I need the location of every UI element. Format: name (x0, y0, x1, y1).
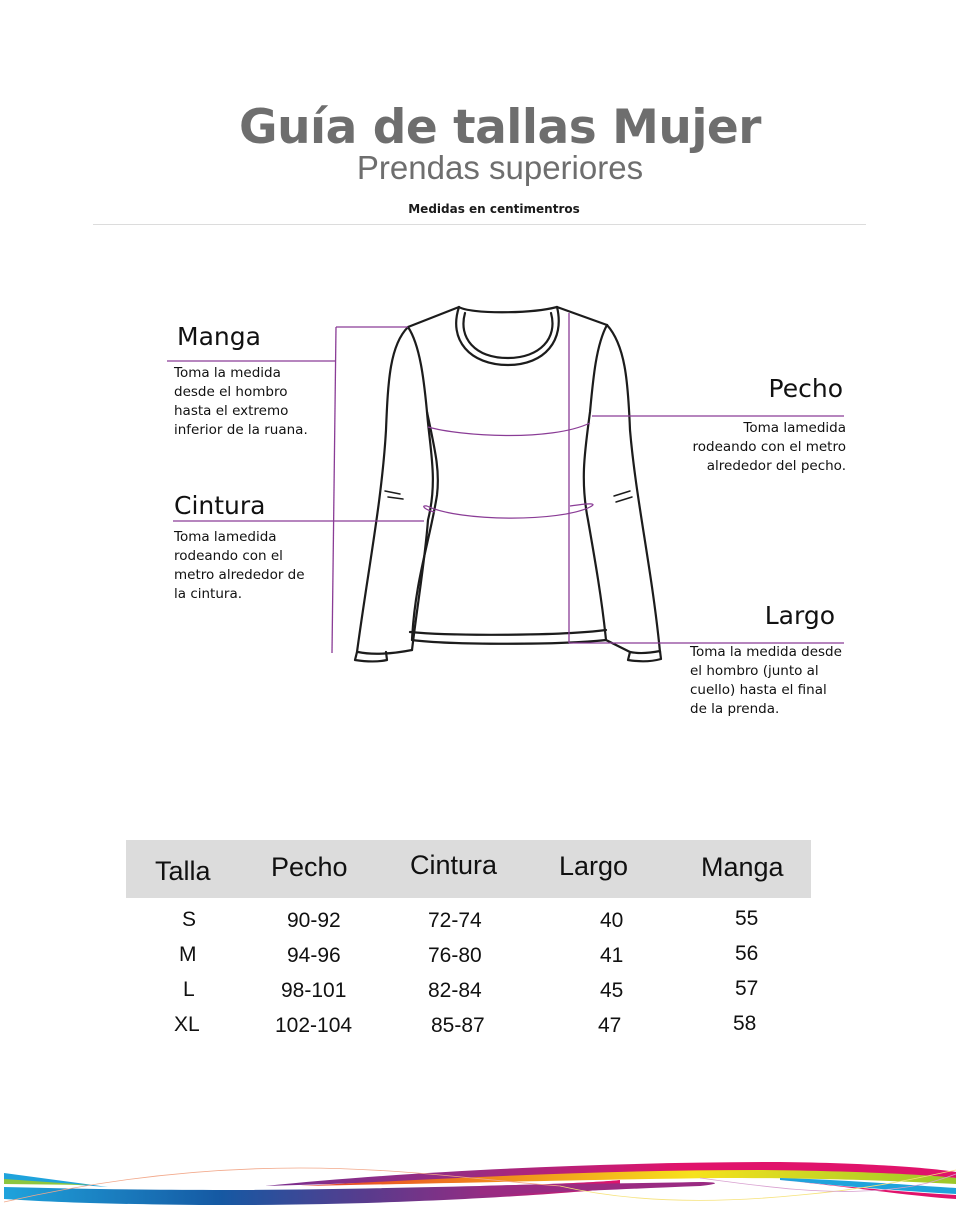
cintura-ellipse (427, 504, 593, 518)
column-header-largo: Largo (559, 851, 629, 881)
cintura-description-line: Toma lamedida (174, 529, 277, 545)
shirt-outline-icon (355, 307, 661, 662)
column-header-talla: Talla (155, 856, 211, 886)
cintura-description-line: la cintura. (174, 586, 243, 602)
pecho-description (693, 419, 846, 476)
cell-pecho: 98-101 (281, 979, 347, 1002)
pecho-description-line: rodeando con el metro (692, 439, 846, 455)
cell-talla: L (183, 978, 195, 1001)
size-table-header (126, 840, 811, 898)
column-header-manga: Manga (701, 852, 784, 882)
cell-manga: 55 (735, 907, 759, 930)
cell-manga: 58 (733, 1012, 757, 1035)
cell-pecho: 90-92 (287, 909, 341, 932)
column-header-pecho: Pecho (271, 852, 348, 882)
cintura-description-line: rodeando con el (174, 548, 283, 564)
cell-talla: S (182, 908, 197, 931)
cintura-description-line: metro alrededor de (174, 567, 305, 583)
size-table (126, 840, 811, 1037)
cell-pecho: 94-96 (287, 944, 341, 967)
largo-description (690, 643, 842, 719)
pecho-ellipse (428, 423, 590, 436)
pecho-label: Pecho (768, 374, 843, 403)
pecho-description-line: alrededor del pecho. (706, 458, 846, 474)
cell-manga: 56 (735, 942, 759, 965)
rainbow-swoosh-footer (0, 1150, 960, 1220)
column-header-cintura: Cintura (410, 850, 498, 880)
manga-label: Manga (177, 322, 261, 351)
page-title: Guía de tallas Mujer (239, 100, 761, 155)
cell-cintura: 82-84 (428, 979, 482, 1002)
manga-description-line: Toma la medida (174, 365, 281, 381)
cintura-description (174, 528, 305, 604)
manga-description (174, 364, 308, 440)
cell-largo: 41 (600, 944, 624, 967)
cell-cintura: 85-87 (431, 1014, 485, 1037)
page-subtitle: Prendas superiores (356, 149, 644, 186)
cell-talla: M (179, 943, 197, 966)
manga-description-line: hasta el extremo (174, 403, 289, 419)
largo-description-line: el hombro (junto al (690, 663, 819, 679)
cell-talla: XL (174, 1013, 200, 1036)
cell-largo: 40 (600, 909, 624, 932)
cintura-label: Cintura (174, 491, 266, 520)
pecho-description-line: Toma lamedida (743, 420, 846, 436)
largo-description-line: Toma la medida desde (690, 644, 842, 660)
cell-pecho: 102-104 (275, 1014, 353, 1037)
cell-cintura: 72-74 (428, 909, 482, 932)
units-note: Medidas en centimentros (408, 202, 580, 216)
cell-largo: 47 (598, 1014, 622, 1037)
manga-description-line: inferior de la ruana. (174, 422, 308, 438)
largo-label: Largo (764, 601, 835, 630)
largo-description-line: cuello) hasta el final (690, 682, 827, 698)
manga-description-line: desde el hombro (174, 384, 288, 400)
cell-largo: 45 (600, 979, 624, 1002)
cell-manga: 57 (735, 977, 759, 1000)
manga-vertical-line (332, 327, 336, 653)
cell-cintura: 76-80 (428, 944, 482, 967)
largo-description-line: de la prenda. (690, 701, 780, 717)
